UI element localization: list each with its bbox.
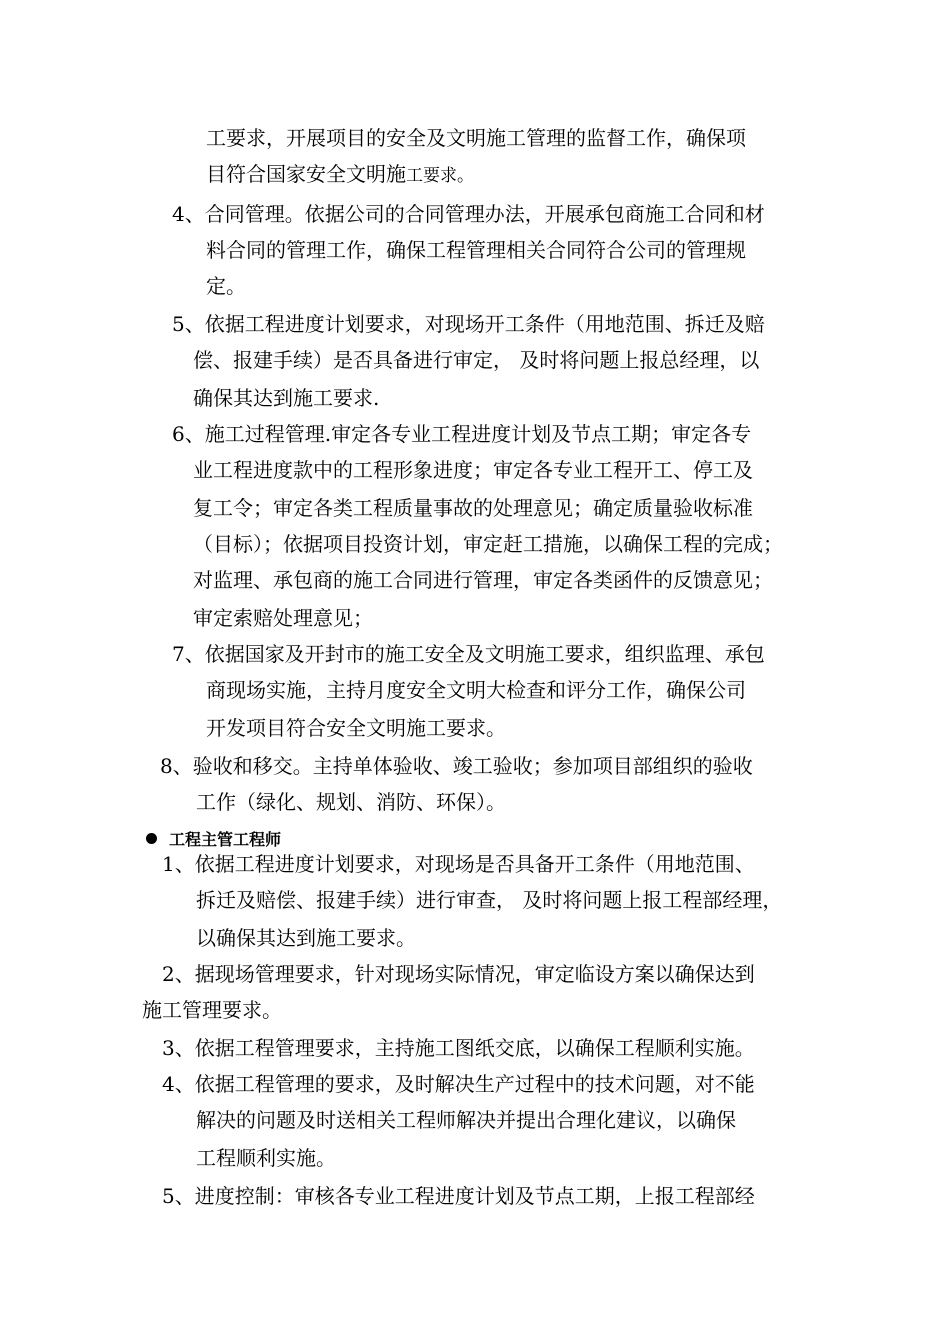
text-line: （目标）；依据项目投资计划，审定赶工措施，以确保工程的完成； xyxy=(193,532,783,556)
section-heading-text: 工程主管工程师 xyxy=(169,830,282,849)
list-item-7: 7、依据国家及开封市的施工安全及文明施工要求，组织监理、承包 xyxy=(172,642,765,666)
section-list-item-1: 1、依据工程进度计划要求，对现场是否具备开工条件（用地范围、 xyxy=(162,852,755,876)
text-line: 拆迁及赔偿、报建手续）进行审查， 及时将问题上报工程部经理， xyxy=(196,888,783,912)
list-item-8: 8、验收和移交。主持单体验收、竣工验收；参加项目部组织的验收 xyxy=(160,754,753,778)
text-line: 以确保其达到施工要求。 xyxy=(196,926,416,950)
section-list-item-3: 3、依据工程管理要求，主持施工图纸交底，以确保工程顺利实施。 xyxy=(162,1036,755,1060)
text-line: 商现场实施，主持月度安全文明大检查和评分工作，确保公司 xyxy=(206,678,746,702)
bullet-icon xyxy=(146,833,157,844)
text-run-small: 工要求。 xyxy=(406,166,474,186)
text-line: 开发项目符合安全文明施工要求。 xyxy=(206,716,506,740)
list-item-4: 4、合同管理。依据公司的合同管理办法，开展承包商施工合同和材 xyxy=(172,202,765,226)
section-list-item-5: 5、进度控制：审核各专业工程进度计划及节点工期，上报工程部经 xyxy=(162,1184,755,1208)
text-line: 工程顺利实施。 xyxy=(196,1146,336,1170)
text-line xyxy=(206,160,474,188)
text-run: 目符合国家安全文明施 xyxy=(206,162,406,186)
text-line: 对监理、承包商的施工合同进行管理，审定各类函件的反馈意见； xyxy=(193,568,773,592)
text-line: 解决的问题及时送相关工程师解决并提出合理化建议，以确保 xyxy=(196,1108,736,1132)
text-line: 定。 xyxy=(206,274,246,298)
section-list-item-2: 2、据现场管理要求，针对现场实际情况，审定临设方案以确保达到 xyxy=(162,962,755,986)
text-line: 业工程进度款中的工程形象进度；审定各专业工程开工、停工及 xyxy=(193,458,753,482)
text-line: 审定索赔处理意见； xyxy=(193,606,373,630)
list-item-6: 6、施工过程管理.审定各专业工程进度计划及节点工期；审定各专 xyxy=(172,422,752,446)
section-heading xyxy=(146,828,281,852)
text-line: 料合同的管理工作，确保工程管理相关合同符合公司的管理规 xyxy=(206,238,746,262)
text-line: 偿、报建手续）是否具备进行审定， 及时将问题上报总经理，以 xyxy=(193,348,760,372)
text-line: 复工令；审定各类工程质量事故的处理意见；确定质量验收标准 xyxy=(193,496,753,520)
text-line: 工作（绿化、规划、消防、环保）。 xyxy=(196,790,506,814)
text-line: 工要求，开展项目的安全及文明施工管理的监督工作，确保项 xyxy=(206,126,746,150)
text-line: 施工管理要求。 xyxy=(142,998,282,1022)
list-item-5: 5、依据工程进度计划要求，对现场开工条件（用地范围、拆迁及赔 xyxy=(172,312,765,336)
section-list-item-4: 4、依据工程管理的要求，及时解决生产过程中的技术问题，对不能 xyxy=(162,1072,755,1096)
text-line: 确保其达到施工要求. xyxy=(193,386,380,410)
